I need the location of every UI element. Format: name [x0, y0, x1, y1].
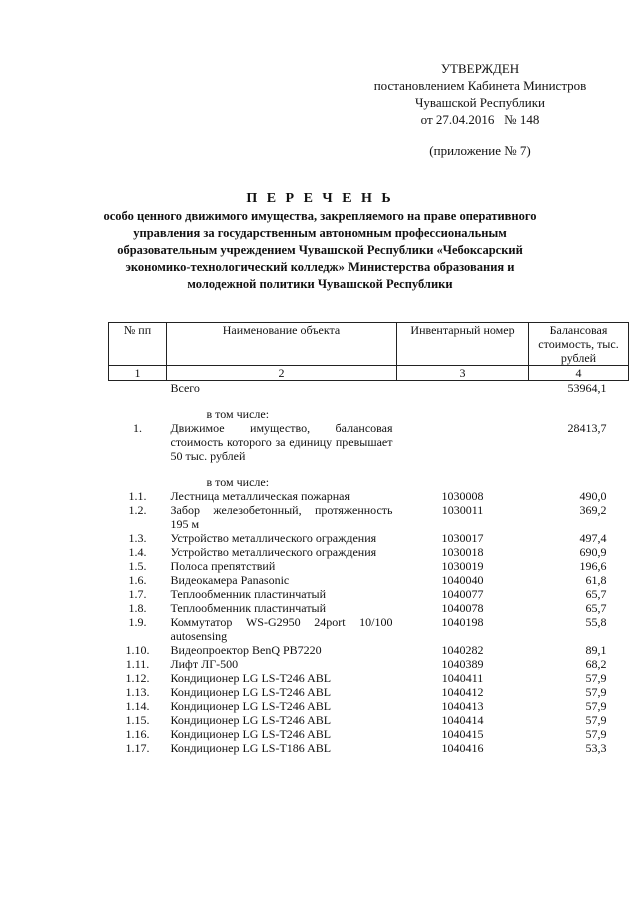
col-number-2: 2	[167, 366, 397, 381]
row-inventory-number: 1030011	[441, 503, 484, 517]
row-num: 1.16.	[125, 727, 150, 741]
row-num: 1.9.	[128, 615, 147, 629]
col-number-3: 3	[397, 366, 529, 381]
row-value: 369,2	[579, 503, 607, 517]
table-row	[109, 559, 629, 573]
including-label-1: в том числе:	[206, 407, 270, 421]
row-inventory-number: 1040415	[441, 727, 484, 741]
including-row-1	[109, 395, 629, 421]
table-row	[109, 699, 629, 713]
row-value: 65,7	[585, 587, 607, 601]
row-value: 68,2	[585, 657, 607, 671]
row-num: 1.15.	[125, 713, 150, 727]
row-inventory-number: 1040416	[441, 741, 484, 755]
row-inventory-number: 1030017	[441, 531, 484, 545]
col-number-1: 1	[109, 366, 167, 381]
row-name: Полоса препятствий	[170, 559, 276, 573]
row-num: 1.10.	[125, 643, 150, 657]
row-inventory-number: 1040411	[441, 671, 484, 685]
row-name: Забор железобетонный, протяженность 195 м	[170, 503, 393, 531]
row-name: Кондиционер LG LS-T246 ABL	[170, 685, 332, 699]
row-num: 1.7.	[128, 587, 147, 601]
row-num: 1.11.	[125, 657, 150, 671]
including-row-2	[109, 463, 629, 489]
total-value: 53964,1	[567, 381, 607, 395]
row-value: 57,9	[585, 713, 607, 727]
row-inventory-number: 1030019	[441, 559, 484, 573]
row-inventory-number: 1040077	[441, 587, 484, 601]
header-name: Наименование объекта	[167, 323, 397, 366]
header-inv: Инвентарный номер	[397, 323, 529, 366]
approval-line-1: постановлением Кабинета Министров	[373, 78, 587, 93]
row-num: 1.5.	[128, 559, 147, 573]
table-row	[109, 657, 629, 671]
row-name: Кондиционер LG LS-T246 ABL	[170, 671, 332, 685]
section-num: 1.	[133, 421, 142, 435]
approval-block	[360, 60, 600, 159]
row-inventory-number: 1040414	[441, 713, 484, 727]
col-number-4: 4	[529, 366, 629, 381]
approval-heading: УТВЕРЖДЕН	[440, 61, 520, 76]
including-label-2: в том числе:	[206, 475, 270, 489]
row-name: Устройство металлического ограждения	[170, 531, 377, 545]
row-value: 497,4	[579, 531, 607, 545]
table-row	[109, 741, 629, 755]
row-value: 65,7	[585, 601, 607, 615]
row-num: 1.4.	[128, 545, 147, 559]
row-name: Устройство металлического ограждения	[170, 545, 377, 559]
row-num: 1.2.	[128, 503, 147, 517]
row-inventory-number: 1040040	[441, 573, 484, 587]
row-name: Видеокамера Panasonic	[170, 573, 290, 587]
row-num: 1.3.	[128, 531, 147, 545]
row-name: Теплообменник пластинчатый	[170, 587, 327, 601]
document-title: П Е Р Е Ч Е Н Ь	[246, 191, 394, 206]
total-label: Всего	[170, 381, 200, 395]
row-name: Лифт ЛГ-500	[170, 657, 239, 671]
row-inventory-number: 1040413	[441, 699, 484, 713]
row-value: 490,0	[579, 489, 607, 503]
row-num: 1.12.	[125, 671, 150, 685]
items-body	[109, 489, 629, 755]
row-value: 89,1	[585, 643, 607, 657]
row-name: Кондиционер LG LS-T246 ABL	[170, 727, 332, 741]
row-value: 57,9	[585, 685, 607, 699]
row-inventory-number: 1040389	[441, 657, 484, 671]
column-number-row	[109, 366, 629, 381]
row-value: 690,9	[579, 545, 607, 559]
header-value: Балансовая стоимость, тыс. рублей	[529, 323, 629, 366]
row-name: Лестница металлическая пожарная	[170, 489, 350, 503]
table-row	[109, 531, 629, 545]
table-row	[109, 573, 629, 587]
row-num: 1.1.	[128, 489, 147, 503]
row-num: 1.6.	[128, 573, 147, 587]
approval-line-2: Чувашской Республики	[414, 95, 546, 110]
table-row	[109, 587, 629, 601]
table-row	[109, 545, 629, 559]
section-value: 28413,7	[567, 421, 607, 435]
table-row	[109, 643, 629, 657]
table-row	[109, 503, 629, 531]
row-inventory-number: 1040282	[441, 643, 484, 657]
row-name: Коммутатор WS-G2950 24port 10/100 autosensing	[170, 615, 393, 643]
document-subtitle: особо ценного движимого имущества, закрепляемого на праве оперативного управления за государственным автономным профессиональным образовательным учреждением Чувашской Республики «Чебоксарский экономико-технологический колледж» Министерства образования и молодежной политики Чувашской Республики	[103, 209, 537, 291]
row-value: 196,6	[579, 559, 607, 573]
property-table	[108, 322, 629, 755]
table-row	[109, 685, 629, 699]
approval-line-3: от 27.04.2016 № 148	[420, 112, 540, 127]
row-num: 1.8.	[128, 601, 147, 615]
row-inventory-number: 1040412	[441, 685, 484, 699]
row-num: 1.14.	[125, 699, 150, 713]
header-num: № пп	[109, 323, 167, 366]
row-value: 61,8	[585, 573, 607, 587]
total-row	[109, 381, 629, 396]
table-row	[109, 671, 629, 685]
row-num: 1.17.	[125, 741, 150, 755]
row-inventory-number: 1030018	[441, 545, 484, 559]
row-name: Кондиционер LG LS-T186 ABL	[170, 741, 332, 755]
row-value: 57,9	[585, 671, 607, 685]
table-row	[109, 713, 629, 727]
section-row	[109, 421, 629, 463]
row-value: 57,9	[585, 727, 607, 741]
table-row	[109, 601, 629, 615]
row-inventory-number: 1040198	[441, 615, 484, 629]
table-row	[109, 615, 629, 643]
row-name: Кондиционер LG LS-T246 ABL	[170, 713, 332, 727]
appendix-note: (приложение № 7)	[429, 143, 531, 158]
row-value: 55,8	[585, 615, 607, 629]
row-num: 1.13.	[125, 685, 150, 699]
section-name: Движимое имущество, балансовая стоимость которого за единицу превышает 50 тыс. рублей	[170, 421, 393, 463]
row-inventory-number: 1040078	[441, 601, 484, 615]
row-name: Видеопроектор BenQ PB7220	[170, 643, 322, 657]
table-row	[109, 727, 629, 741]
table-row	[109, 489, 629, 503]
row-name: Кондиционер LG LS-T246 ABL	[170, 699, 332, 713]
row-value: 53,3	[585, 741, 607, 755]
table-header-row	[109, 323, 629, 366]
row-value: 57,9	[585, 699, 607, 713]
row-name: Теплообменник пластинчатый	[170, 601, 327, 615]
row-inventory-number: 1030008	[441, 489, 484, 503]
